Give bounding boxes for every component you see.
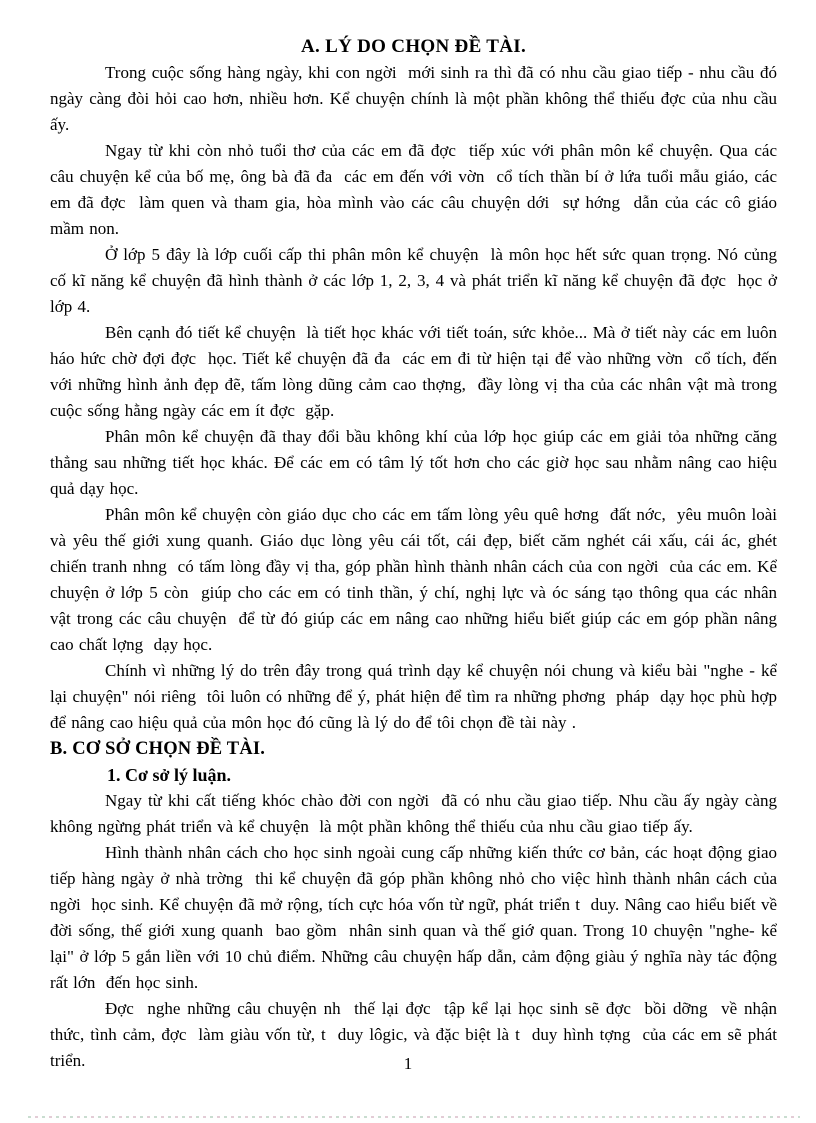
- paragraph-b3: Đợc nghe những câu chuyện nh thế lại đợc tập kể lại học sinh sẽ đợc bồi dỡng về nhận thức, tình cảm, đợc làm giàu vốn từ, t duy lôgic, và đặc biệt là t duy hình tợng của các em sẽ phát triển.: [50, 999, 783, 1070]
- paragraph-a7: Chính vì những lý do trên đây trong quá trình dạy kể chuyện nói chung và kiểu bài "nghe - kể lại chuyện" nói riêng tôi luôn có những để ý, phát hiện để tìm ra những phơng pháp dạy học phù hợp để nâng cao hiệu quả của môn học đó cũng là lý do để tôi chọn đề tài này .: [50, 661, 783, 732]
- paragraph-a3: Ở lớp 5 đây là lớp cuối cấp thi phân môn kể chuyện là môn học hết sức quan trọng. Nó củng cố kĩ năng kể chuyện đã hình thành ở các lớp 1, 2, 3, 4 và phát triển kĩ năng kể chuyện đã đợc học ở lớp 4.: [50, 245, 783, 316]
- page-number: 1: [403, 1054, 413, 1073]
- paragraph-a4: Bên cạnh đó tiết kể chuyện là tiết học khác với tiết toán, sức khỏe... Mà ở tiết này các em luôn háo hức chờ đợi đợc học. Tiết kể chuyện đã đa các em đi từ hiện tại để vào những vờn cổ tích, đến với những hình ảnh đẹp đẽ, tấm lòng dũng cảm cao thợng, đầy lòng vị tha của các nhân vật mà trong cuộc sống hằng ngày các em ít đợc gặp.: [50, 323, 783, 420]
- document-content: [50, 34, 783, 1074]
- paragraph-b2: Hình thành nhân cách cho học sinh ngoài cung cấp những kiến thức cơ bản, các hoạt động giao tiếp hàng ngày ở nhà trờng thi kể chuyện đã góp phần không nhỏ cho việc hình thành nhân cách của ngời học sinh. Kể chuyện đã mở rộng, tích cực hóa vốn từ ngữ, phát triển t duy. Nâng cao hiểu biết về đời sống, thế giới xung quanh bao gồm nhân sinh quan và thế giớ quan. Trong 10 chuyện "nghe- kể lại" ở lớp 5 gắn liền với 10 chủ điểm. Những câu chuyện hấp dẫn, cảm động giàu ý nghĩa này tác động rất lớn đến học sinh.: [50, 843, 783, 992]
- page-break-dotted-line: [28, 1116, 800, 1118]
- paragraph-a5: Phân môn kể chuyện đã thay đổi bầu không khí của lớp học giúp các em giải tỏa những căng thẳng sau những tiết học khác. Để các em có tâm lý tốt hơn cho các giờ học sau nhằm nâng cao hiệu quả dạy học.: [50, 427, 783, 498]
- section-b-heading: B. CƠ SỞ CHỌN ĐỀ TÀI.: [50, 739, 266, 759]
- paragraph-b1: Ngay từ khi cất tiếng khóc chào đời con ngời đã có nhu cầu giao tiếp. Nhu cầu ấy ngày càng không ngừng phát triển và kể chuyện là một phần không thể thiếu của nhu cầu giao tiếp ấy.: [50, 791, 783, 836]
- section-a-heading: A. LÝ DO CHỌN ĐỀ TÀI.: [300, 36, 526, 57]
- subsection-1-heading: 1. Cơ sở lý luận.: [107, 765, 231, 785]
- paragraph-a1: Trong cuộc sống hàng ngày, khi con ngời mới sinh ra thì đã có nhu cầu giao tiếp - nhu cầu đó ngày càng đòi hỏi cao hơn, nhiều hơn. Kể chuyện chính là một phần không thể thiếu đợc của nhu cầu ấy.: [50, 63, 783, 134]
- paragraph-a6: Phân môn kể chuyện còn giáo dục cho các em tấm lòng yêu quê hơng đất nớc, yêu muôn loài và yêu thế giới xung quanh. Giáo dục lòng yêu cái tốt, cái đẹp, biết căm nghét cái xấu, cái ác, ghét chiến tranh nhng có tấm lòng đầy vị tha, góp phần hình thành nhân cách của con ngời của các em. Kể chuyện ở lớp 5 còn giúp cho các em có tinh thần, ý chí, nghị lực và óc sáng tạo thông qua các nhân vật trong các câu chuyện để từ đó giúp các em nâng cao những hiểu biết giúp các em góp phần nâng cao chất lợng dạy học.: [50, 505, 783, 654]
- paragraph-a2: Ngay từ khi còn nhỏ tuổi thơ của các em đã đợc tiếp xúc với phân môn kể chuyện. Qua các câu chuyện kể của bố mẹ, ông bà đã đa các em đến với vờn cổ tích thần bí ở lứa tuổi mẫu giáo, các em đã đợc làm quen và tham gia, hòa mình vào các câu chuyện dới sự hớng dẫn của các cô giáo mầm non.: [50, 141, 783, 238]
